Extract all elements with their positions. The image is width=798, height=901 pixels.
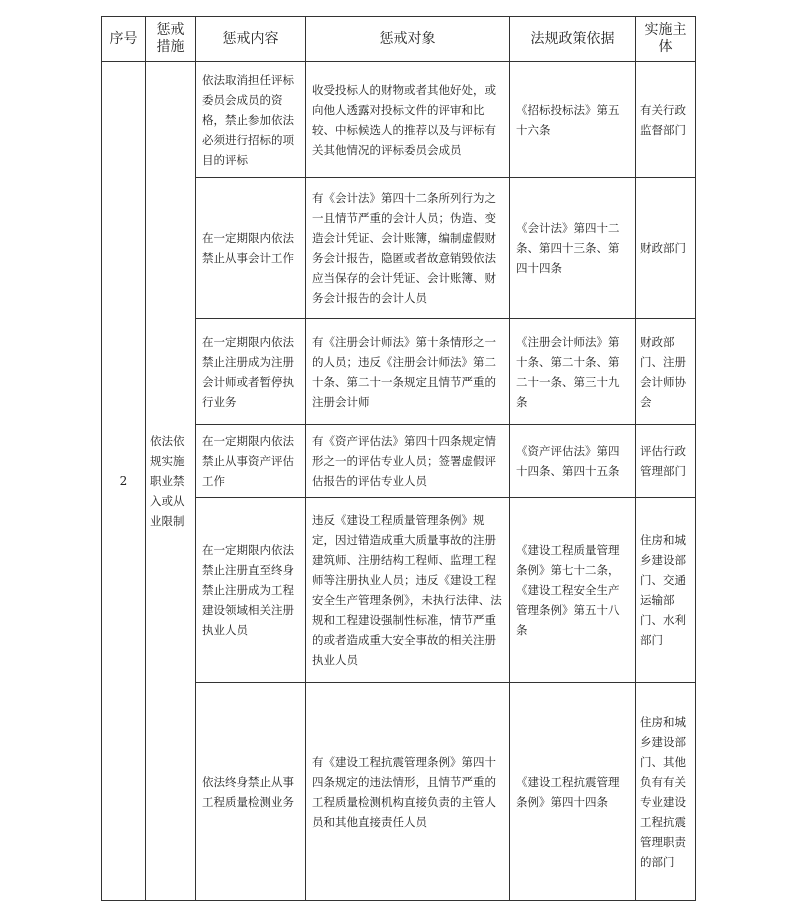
target-cell: 有《注册会计师法》第十条情形之一的人员；违反《注册会计师法》第二十条、第二十一条规定且情节严重的注册会计师 (306, 319, 510, 425)
target-cell: 有《建设工程抗震管理条例》第四十四条规定的违法情形，且情节严重的工程质量检测机构直接负责的主管人员和其他直接责任人员 (306, 683, 510, 901)
header-seq: 序号 (102, 17, 146, 62)
subject-cell: 评估行政管理部门 (636, 425, 696, 498)
target-cell: 有《会计法》第四十二条所列行为之一且情节严重的会计人员；伪造、变造会计凭证、会计账簿，编制虚假财务会计报告，隐匿或者故意销毁依法应当保存的会计凭证、会计账簿、财务会计报告的会计人员 (306, 178, 510, 319)
content-cell: 依法终身禁止从事工程质量检测业务 (196, 683, 306, 901)
header-basis: 法规政策依据 (510, 17, 636, 62)
target-cell: 收受投标人的财物或者其他好处，或向他人透露对投标文件的评审和比较、中标候选人的推荐以及与评标有关其他情况的评标委员会成员 (306, 62, 510, 178)
seq-cell: 2 (102, 62, 146, 901)
basis-cell: 《建设工程质量管理条例》第七十二条，《建设工程安全生产管理条例》第五十八条 (510, 498, 636, 683)
basis-cell: 《注册会计师法》第十条、第二十条、第二十一条、第三十九条 (510, 319, 636, 425)
header-measure: 惩戒措施 (146, 17, 196, 62)
content-cell: 在一定期限内依法禁止从事资产评估工作 (196, 425, 306, 498)
content-cell: 在一定期限内依法禁止注册成为注册会计师或者暂停执行业务 (196, 319, 306, 425)
subject-cell: 住房和城乡建设部门、其他负有有关专业建设工程抗震管理职责的部门 (636, 683, 696, 901)
target-cell: 违反《建设工程质量管理条例》规定，因过错造成重大质量事故的注册建筑师、注册结构工程师、监理工程师等注册执业人员；违反《建设工程安全生产管理条例》，未执行法律、法规和工程建设强制性标准，情节严重的或者造成重大安全事故的相关注册执业人员 (306, 498, 510, 683)
header-target: 惩戒对象 (306, 17, 510, 62)
basis-cell: 《招标投标法》第五十六条 (510, 62, 636, 178)
table-row (102, 62, 696, 178)
header-row (102, 17, 696, 62)
basis-cell: 《资产评估法》第四十四条、第四十五条 (510, 425, 636, 498)
content-cell: 在一定期限内依法禁止注册直至终身禁止注册成为工程建设领域相关注册执业人员 (196, 498, 306, 683)
measure-cell: 依法依规实施职业禁入或从业限制 (146, 62, 196, 901)
subject-cell: 财政部门 (636, 178, 696, 319)
punishment-table (101, 16, 696, 901)
header-subject: 实施主体 (636, 17, 696, 62)
content-cell: 在一定期限内依法禁止从事会计工作 (196, 178, 306, 319)
basis-cell: 《会计法》第四十二条、第四十三条、第四十四条 (510, 178, 636, 319)
basis-cell: 《建设工程抗震管理条例》第四十四条 (510, 683, 636, 901)
target-cell: 有《资产评估法》第四十四条规定情形之一的评估专业人员；签署虚假评估报告的评估专业人员 (306, 425, 510, 498)
subject-cell: 有关行政监督部门 (636, 62, 696, 178)
header-content: 惩戒内容 (196, 17, 306, 62)
content-cell: 依法取消担任评标委员会成员的资格，禁止参加依法必须进行招标的项目的评标 (196, 62, 306, 178)
subject-cell: 财政部门、注册会计师协会 (636, 319, 696, 425)
subject-cell: 住房和城乡建设部门、交通运输部门、水利部门 (636, 498, 696, 683)
